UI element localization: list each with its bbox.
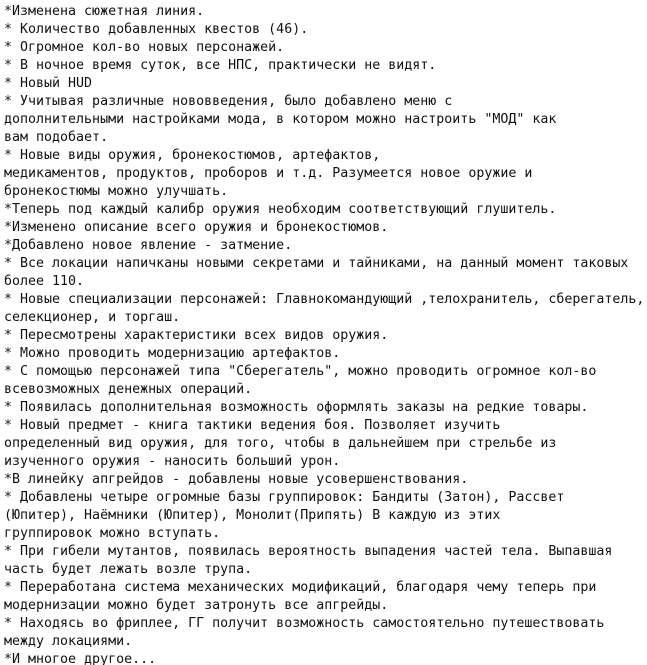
text-line: *В линейку апгрейдов - добавлены новые усовершенствования.: [4, 472, 469, 487]
text-line: * При гибели мутантов, появилась вероятность выпадения частей тела. Выпавшая: [4, 544, 613, 559]
text-line: более 110.: [4, 274, 85, 289]
text-line: * Пересмотрены характеристики всех видов оружия.: [4, 328, 389, 343]
text-line: селекционер, и торгаш.: [4, 310, 181, 325]
text-line: *Изменена сюжетная линия.: [4, 4, 205, 19]
text-line: * В ночное время суток, все НПС, практически не видят.: [4, 58, 437, 73]
text-line: дополнительными настройками мода, в котором можно настроить "МОД" как: [4, 112, 557, 127]
text-line: модернизации можно будет затронуть все апгрейды.: [4, 598, 389, 613]
text-line: * Можно проводить модернизацию артефактов.: [4, 346, 341, 361]
text-line: * Количество добавленных квестов (46).: [4, 22, 309, 37]
text-line: *Изменено описание всего оружия и бронекостюмов.: [4, 220, 389, 235]
text-line: * Новые виды оружия, бронекостюмов, артефактов,: [4, 148, 381, 163]
text-line: * Учитывая различные нововведения, было добавлено меню с: [4, 94, 453, 109]
text-line: * Находясь во фриплее, ГГ получит возможность самостоятельно путешествовать: [4, 616, 605, 631]
text-line: часть будет лежать возле трупа.: [4, 562, 253, 577]
text-line: *Теперь под каждый калибр оружия необходим соответствующий глушитель.: [4, 202, 557, 217]
changelog-lines: [4, 3, 647, 665]
text-line: вам подобает.: [4, 130, 109, 145]
text-line: * С помощью персонажей типа "Сберегатель", можно проводить огромное кол-во: [4, 364, 597, 379]
text-line: *И многое другое...: [4, 652, 157, 665]
text-line: между локациями.: [4, 634, 133, 649]
text-line: группировок можно вступать.: [4, 526, 221, 541]
text-line: * Огромное кол-во новых персонажей.: [4, 40, 285, 55]
text-line: изученного оружия - наносить больший урон.: [4, 454, 341, 469]
text-line: * Новый предмет - книга тактики ведения боя. Позволяет изучить: [4, 418, 501, 433]
text-line: * Новый HUD: [4, 76, 93, 91]
text-line: медикаментов, продуктов, проборов и т.д. Разумеется новое оружие и: [4, 166, 533, 181]
text-line: * Появилась дополнительная возможность оформлять заказы на редкие товары.: [4, 400, 589, 415]
text-line: * Переработана система механических модификаций, благодаря чему теперь при: [4, 580, 597, 595]
text-line: * Добавлены четыре огромные базы группировок: Бандиты (Затон), Рассвет: [4, 490, 565, 505]
text-line: *Добавлено новое явление - затмение.: [4, 238, 293, 253]
text-line: * Новые специализации персонажей: Главнокомандующий ,телохранитель, сберегатель,: [4, 292, 645, 307]
text-line: определенный вид оружия, для того, чтобы в дальнейшем при стрельбе из: [4, 436, 557, 451]
text-line: всевозможных денежных операций.: [4, 382, 253, 397]
text-line: бронекостюмы можно улучшать.: [4, 184, 229, 199]
text-line: (Юпитер), Наёмники (Юпитер), Монолит(Припять) В каждую из этих: [4, 508, 501, 523]
text-line: * Все локации напичканы новыми секретами и тайниками, на данный момент таковых: [4, 256, 629, 271]
